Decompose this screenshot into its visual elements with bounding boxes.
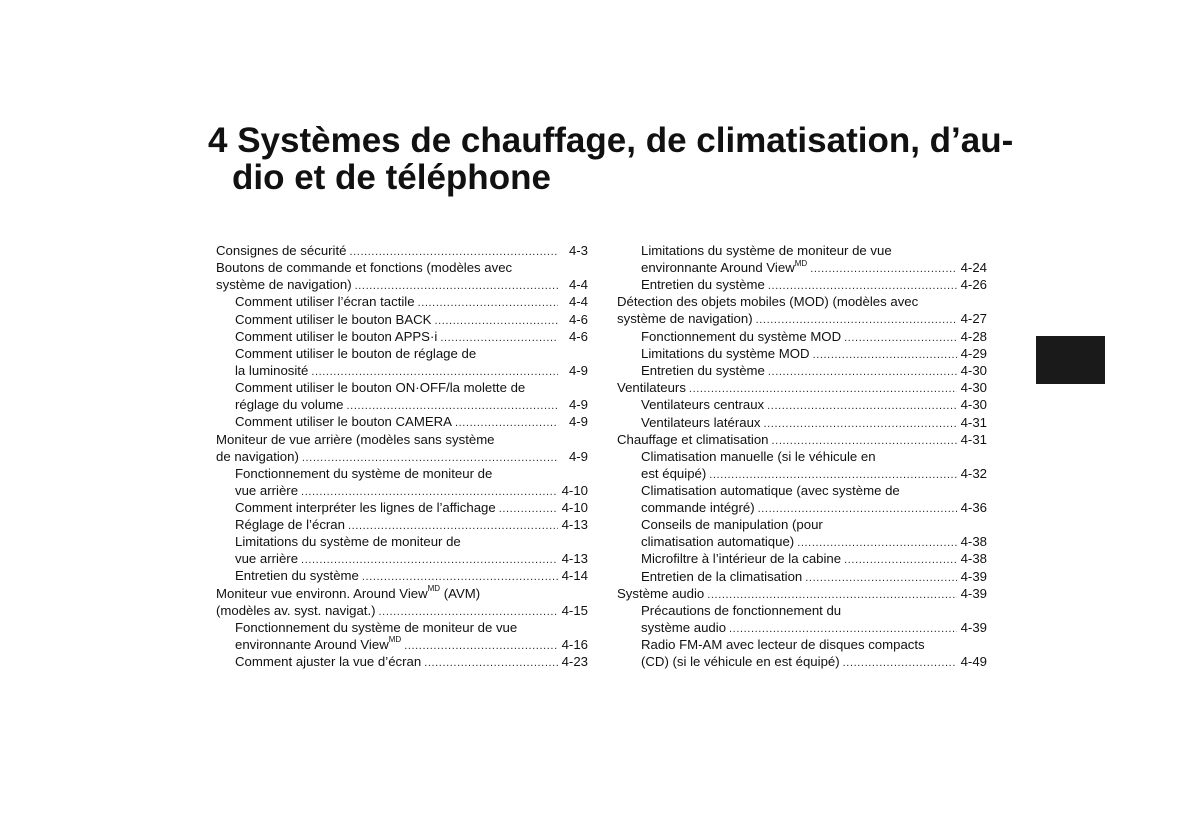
toc-page-number: 4-6 xyxy=(568,311,588,327)
toc-entry-text: Comment utiliser l’écran tactile xyxy=(235,294,415,310)
toc-entry-text: Détection des objets mobiles (MOD) (modèles avec xyxy=(617,294,919,310)
toc-page-number: 4-10 xyxy=(561,482,588,498)
toc-subentry[interactable] xyxy=(617,602,987,636)
toc-entry-text: système de navigation) xyxy=(617,311,753,327)
toc-page-number: 4-23 xyxy=(561,654,588,669)
dot-leader xyxy=(810,260,956,278)
toc-page-number: 4-13 xyxy=(561,551,588,567)
toc-entry-text: Système audio xyxy=(617,585,705,601)
toc-page-number: 4-13 xyxy=(561,517,588,533)
toc-subentry[interactable] xyxy=(617,328,987,345)
toc-subentry[interactable] xyxy=(617,396,987,413)
toc-entry-text: Ventilateurs xyxy=(617,380,686,396)
toc-entry-text: Limitations du système de moniteur de xyxy=(235,534,461,550)
dot-leader xyxy=(844,551,956,569)
toc-page-number: 4-14 xyxy=(561,568,588,584)
toc-entry-text: Climatisation automatique (avec système de xyxy=(641,483,900,499)
dot-leader xyxy=(844,329,957,347)
toc-entry-text: réglage du volume xyxy=(235,397,344,413)
toc-page-number: 4-9 xyxy=(568,414,588,430)
toc-page-number: 4-27 xyxy=(960,311,987,327)
toc-entry-text: Précautions de fonctionnement du xyxy=(641,603,842,618)
toc-page-number: 4-39 xyxy=(960,620,987,635)
toc-entry-text: vue arrière xyxy=(235,551,299,567)
chapter-title-line-1: 4 Systèmes de chauffage, de climatisation, d’au- xyxy=(208,121,1014,160)
toc-subentry[interactable] xyxy=(216,499,588,516)
toc-entry-text: système de navigation) xyxy=(216,277,352,293)
toc-page-number: 4-39 xyxy=(960,585,987,601)
dot-leader xyxy=(424,654,557,672)
toc-subentry[interactable] xyxy=(617,362,987,379)
toc-left-column xyxy=(216,242,588,670)
chapter-title-line-2: dio et de téléphone xyxy=(232,158,551,197)
toc-page-number: 4-49 xyxy=(960,654,987,670)
toc-entry-text: Entretien du système xyxy=(235,568,359,584)
toc-subentry[interactable] xyxy=(617,636,987,670)
toc-entry-text: Ventilateurs latéraux xyxy=(641,414,761,430)
toc-entry-text: environnante Around View$^{MD}$ xyxy=(235,635,402,652)
toc-page-number: 4-30 xyxy=(960,380,987,396)
toc-entry-text: de navigation) xyxy=(216,448,299,464)
toc-entry-text: Comment utiliser le bouton BACK xyxy=(235,311,432,327)
dot-leader xyxy=(434,312,558,330)
toc-subentry[interactable] xyxy=(216,413,588,430)
toc-entry-text: commande intégré) xyxy=(641,500,755,516)
toc-page-number: 4-30 xyxy=(960,362,987,378)
toc-page-number: 4-9 xyxy=(568,397,588,413)
toc-entry[interactable] xyxy=(216,242,588,259)
toc-entry-text: Limitations du système de moniteur de vue xyxy=(641,243,892,258)
toc-subentry[interactable] xyxy=(216,379,588,413)
toc-page-number: 4-36 xyxy=(960,500,987,516)
toc-page-number: 4-30 xyxy=(960,397,987,413)
toc-entry-text: Limitations du système MOD xyxy=(641,345,810,361)
toc-subentry[interactable] xyxy=(216,311,588,328)
toc-entry[interactable] xyxy=(617,379,987,396)
toc-page-number: 4-31 xyxy=(960,431,987,447)
toc-entry-text: Moniteur vue environn. Around View$^{MD}$ (AVM) xyxy=(216,584,481,601)
dot-leader xyxy=(772,432,957,450)
toc-subentry[interactable] xyxy=(617,482,987,516)
toc-entry[interactable] xyxy=(216,431,588,465)
toc-entry-text: Boutons de commande et fonctions (modèles avec xyxy=(216,260,513,276)
toc-entry-text: Entretien du système xyxy=(641,362,765,378)
dot-leader xyxy=(379,603,558,621)
toc-page-number: 4-28 xyxy=(960,328,987,344)
trademark-superscript: MD xyxy=(388,635,402,645)
toc-entry[interactable] xyxy=(617,293,987,327)
toc-page-number: 4-9 xyxy=(568,448,588,464)
dot-leader xyxy=(813,346,957,364)
dot-leader xyxy=(455,414,558,432)
toc-entry-text: Fonctionnement du système de moniteur de vue xyxy=(235,619,518,635)
toc-subentry[interactable] xyxy=(617,550,987,567)
toc-entry-text: vue arrière xyxy=(235,482,299,498)
toc-entry-text: Comment utiliser le bouton CAMERA xyxy=(235,414,452,430)
toc-entry-text: (modèles av. syst. navigat.) xyxy=(216,602,376,618)
toc-page-number: 4-4 xyxy=(568,277,588,293)
toc-entry-text: Fonctionnement du système de moniteur de xyxy=(235,465,493,481)
toc-right-column xyxy=(617,242,987,670)
toc-page-number: 4-32 xyxy=(960,465,987,481)
toc-entry[interactable] xyxy=(617,431,987,448)
toc-entry-text: Climatisation manuelle (si le véhicule en xyxy=(641,448,876,464)
toc-page-number: 4-38 xyxy=(960,551,987,567)
toc-entry-text: Comment utiliser le bouton ON·OFF/la molette de xyxy=(235,380,526,396)
dot-leader xyxy=(768,363,957,381)
toc-subentry[interactable] xyxy=(216,653,588,670)
toc-entry-text: Conseils de manipulation (pour xyxy=(641,517,823,533)
toc-entry-text: Comment ajuster la vue d’écran xyxy=(235,654,422,669)
toc-subentry[interactable] xyxy=(617,242,987,276)
toc-subentry[interactable] xyxy=(216,328,588,345)
toc-entry-text: (CD) (si le véhicule en est équipé) xyxy=(641,654,840,670)
toc-subentry[interactable] xyxy=(216,516,588,533)
toc-entry-text: est équipé) xyxy=(641,465,707,481)
toc-entry-text: Réglage de l’écran xyxy=(235,517,345,533)
toc-page-number: 4-26 xyxy=(960,277,987,293)
toc-entry[interactable] xyxy=(216,259,588,293)
toc-page-number: 4-16 xyxy=(561,636,588,652)
toc-entry-text: Entretien de la climatisation xyxy=(641,568,803,584)
toc-entry-text: Comment utiliser le bouton APPS·i xyxy=(235,328,438,344)
dot-leader xyxy=(362,568,558,586)
toc-subentry[interactable] xyxy=(617,414,987,431)
toc-page-number: 4-24 xyxy=(960,260,987,275)
toc-entry-text: Consignes de sécurité xyxy=(216,243,347,258)
toc-page-number: 4-31 xyxy=(960,414,987,430)
toc-page-number: 4-39 xyxy=(960,568,987,584)
toc-subentry[interactable] xyxy=(216,567,588,584)
toc-entry[interactable] xyxy=(617,585,987,602)
toc-subentry[interactable] xyxy=(617,276,987,293)
toc-subentry[interactable] xyxy=(216,533,588,567)
toc-page-number: 4-29 xyxy=(960,345,987,361)
dot-leader xyxy=(418,294,558,312)
toc-subentry[interactable] xyxy=(617,516,987,550)
toc-entry[interactable] xyxy=(216,585,588,619)
chapter-title xyxy=(208,122,1088,196)
toc-subentry[interactable] xyxy=(617,568,987,585)
dot-leader xyxy=(764,415,957,433)
toc-entry-text: Radio FM-AM avec lecteur de disques compacts xyxy=(641,637,925,653)
dot-leader xyxy=(499,500,558,518)
toc-page-number: 4-4 xyxy=(568,294,588,310)
toc-entry-text: Ventilateurs centraux xyxy=(641,397,765,413)
toc-entry-text: Entretien du système xyxy=(641,277,765,293)
chapter-tab-marker xyxy=(1036,336,1105,384)
toc-page-number: 4-9 xyxy=(568,362,588,378)
toc-page-number: 4-38 xyxy=(960,534,987,550)
toc-entry-text: Fonctionnement du système MOD xyxy=(641,328,842,344)
toc-subentry[interactable] xyxy=(216,465,588,499)
toc-subentry[interactable] xyxy=(617,345,987,362)
toc-page-number: 4-10 xyxy=(561,499,588,515)
toc-subentry[interactable] xyxy=(617,448,987,482)
toc-page-number: 4-15 xyxy=(561,602,588,618)
toc-page-number: 4-6 xyxy=(568,328,588,344)
dot-leader xyxy=(805,569,956,587)
dot-leader xyxy=(302,449,558,467)
trademark-superscript: MD xyxy=(427,584,441,594)
toc-entry-text: climatisation automatique) xyxy=(641,534,795,550)
toc-entry-text: système audio xyxy=(641,620,727,635)
toc-page-number: 4-3 xyxy=(568,243,588,258)
dot-leader xyxy=(767,397,956,415)
toc-entry-text: Chauffage et climatisation xyxy=(617,431,769,447)
toc-entry-text: la luminosité xyxy=(235,362,309,378)
toc-subentry[interactable] xyxy=(216,293,588,310)
toc-entry-text: environnante Around View$^{MD}$ xyxy=(641,258,808,275)
dot-leader xyxy=(843,654,957,672)
toc-entry-text: Comment interpréter les lignes de l’affichage xyxy=(235,499,496,515)
dot-leader xyxy=(404,637,557,655)
trademark-superscript: MD xyxy=(794,258,808,268)
toc-entry-text: Comment utiliser le bouton de réglage de xyxy=(235,345,477,361)
toc-entry-text: Microfiltre à l’intérieur de la cabine xyxy=(641,551,842,567)
toc-subentry[interactable] xyxy=(216,619,588,653)
toc-subentry[interactable] xyxy=(216,345,588,379)
toc-entry-text: Moniteur de vue arrière (modèles sans système xyxy=(216,431,495,447)
